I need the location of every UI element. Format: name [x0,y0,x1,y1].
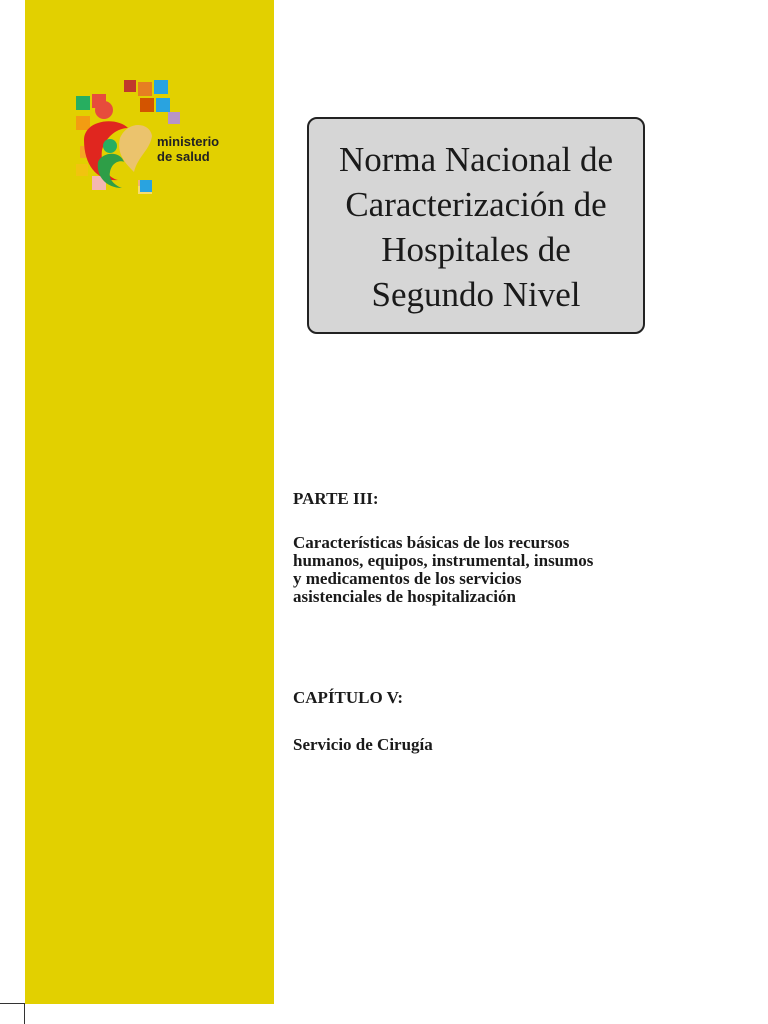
document-title [339,135,613,317]
title-line: Segundo Nivel [371,274,581,314]
part-heading: PARTE III: [293,489,379,508]
part-description [293,534,713,606]
crop-mark [0,1003,25,1024]
logo-square [140,180,152,192]
logo-line-1: ministerio [157,134,220,149]
logo-square [138,82,152,96]
title-box [307,117,645,334]
part-description-line: asistenciales de hospitalización [293,587,516,606]
part-description-line: humanos, equipos, instrumental, insumos [293,551,594,570]
logo-wordmark [157,134,219,164]
logo-square [156,98,170,112]
logo-line-2: de salud [157,149,210,164]
title-line: Norma Nacional de [338,139,614,179]
logo-square [168,112,180,124]
part-description-line: Características básicas de los recursos [293,533,570,552]
logo-heart [119,125,152,172]
title-line: Caracterización de [345,184,607,224]
chapter-description: Servicio de Cirugía [293,735,433,754]
logo-figure-head [95,101,113,119]
logo-square [140,98,154,112]
part-description-line: y medicamentos de los servicios [293,569,522,588]
chapter-heading: CAPÍTULO V: [293,688,404,707]
logo-square [124,80,136,92]
logo-figure-head [103,139,117,153]
logo-square [76,116,90,130]
logo-square [76,96,90,110]
logo-square [154,80,168,94]
title-line: Hospitales de [381,229,571,269]
logo-square [76,164,88,176]
